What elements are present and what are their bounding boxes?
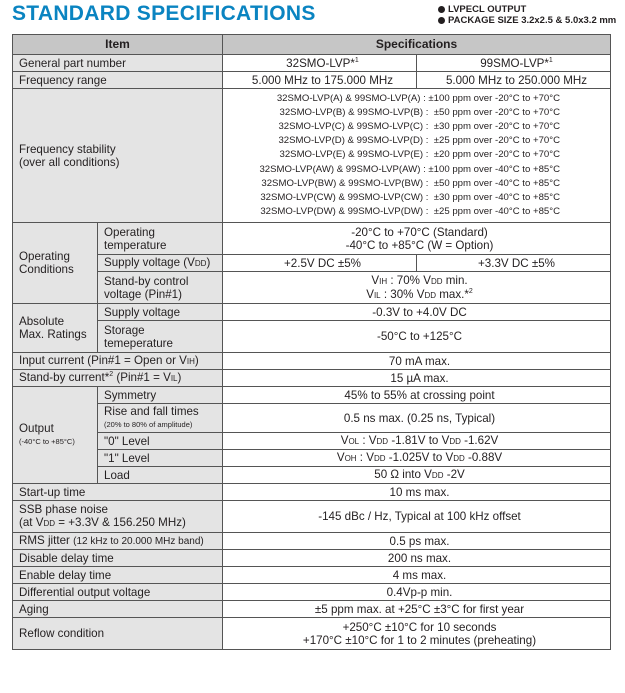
text: IL — [170, 374, 178, 383]
table-header-row — [13, 35, 611, 55]
text: IL — [373, 290, 381, 300]
text: Stand-by current* — [19, 371, 110, 384]
text: DD — [43, 519, 56, 528]
row-label — [13, 370, 223, 387]
row-value: ±5 ppm max. at +25°C ±3°C for first year — [223, 601, 611, 618]
text: IH — [186, 357, 195, 366]
table-row — [13, 321, 611, 353]
row-value: 15 µA max. — [223, 370, 611, 387]
text: -40°C to +85°C (W = Option) — [345, 238, 494, 252]
text: -2V — [443, 468, 465, 481]
row-label — [13, 501, 223, 533]
sub-label: Load — [98, 467, 223, 484]
sub-label: Symmetry — [98, 387, 223, 404]
list-item: 32SMO-LVP(C) & 99SMO-LVP(C) : ±30 ppm over -20°C to +70°C — [278, 121, 561, 133]
row-label: Frequency range — [13, 72, 223, 89]
text: -1.025V to V — [385, 451, 454, 464]
text: (20% to 80% of amplitude) — [104, 420, 193, 429]
list-item: 32SMO-LVP(DW) & 99SMO-LVP(DW) : ±25 ppm over -40°C to +85°C — [260, 205, 561, 217]
text: : 70% V — [387, 273, 431, 287]
bullet-text: PACKAGE SIZE 3.2x2.5 & 5.0x3.2 mm — [448, 15, 617, 26]
feature-bullets — [438, 4, 616, 26]
list-item: 32SMO-LVP(CW) & 99SMO-LVP(CW) : ±30 ppm over -40°C to +85°C — [260, 191, 561, 203]
text: IH — [379, 276, 388, 286]
table-row — [13, 550, 611, 567]
table-row — [13, 304, 611, 321]
text: 1 — [354, 56, 359, 64]
text: 1 — [548, 56, 553, 64]
text: min. — [442, 273, 468, 287]
text: DD — [424, 290, 437, 300]
text: ) — [194, 354, 199, 367]
text: Rise and fall times — [104, 405, 199, 418]
table-row — [13, 618, 611, 650]
text: -1.81V to V — [388, 434, 450, 447]
table-row — [13, 353, 611, 370]
text: 2 — [468, 287, 473, 295]
row-label — [13, 89, 223, 223]
text: 99SMO-LVP* — [480, 56, 549, 70]
list-item: 32SMO-LVP(E) & 99SMO-LVP(E) : ±20 ppm over -20°C to +70°C — [279, 149, 561, 161]
text: OL — [348, 437, 360, 446]
text: RMS jitter — [19, 534, 74, 547]
row-label: General part number — [13, 55, 223, 72]
text: DD — [194, 259, 207, 268]
row-value — [223, 467, 611, 484]
table-row — [13, 450, 611, 467]
sub-label — [98, 255, 223, 272]
bullet-icon — [438, 17, 445, 24]
list-item: 32SMO-LVP(B) & 99SMO-LVP(B) : ±50 ppm over -20°C to +70°C — [279, 107, 561, 119]
text: -0.88V — [464, 451, 503, 464]
row-label: Enable delay time — [13, 567, 223, 584]
row-label: Reflow condition — [13, 618, 223, 650]
sub-label — [98, 223, 223, 255]
table-row — [13, 501, 611, 533]
row-label: Disable delay time — [13, 550, 223, 567]
row-value — [417, 55, 611, 72]
bullet-item — [438, 15, 616, 26]
text: OH — [344, 454, 357, 463]
text: -20°C to +70°C (Standard) — [351, 225, 488, 239]
text: +170°C ±10°C for 1 to 2 minutes (preheating) — [302, 633, 537, 647]
list-item: 32SMO-LVP(A) & 99SMO-LVP(A) : ±100 ppm over -20°C to +70°C — [276, 93, 561, 105]
text: DD — [376, 437, 389, 446]
row-value — [223, 450, 611, 467]
label-line: (over all conditions) — [19, 155, 120, 169]
row-value: 10 ms max. — [223, 484, 611, 501]
bullet-text: LVPECL OUTPUT — [448, 4, 527, 15]
bullet-icon — [438, 6, 445, 13]
table-row — [13, 404, 611, 433]
text: Max. Ratings — [19, 328, 87, 341]
text: : 30% V — [380, 287, 425, 301]
header-item: Item — [13, 35, 223, 55]
text: ) — [206, 256, 211, 269]
row-value — [223, 55, 417, 72]
table-row — [13, 387, 611, 404]
text: ) — [177, 371, 182, 384]
text: Stand-by control — [104, 274, 189, 288]
spec-table — [12, 34, 611, 650]
page-title: STANDARD SPECIFICATIONS — [12, 2, 316, 25]
text: = +3.3V & 156.250 MHz) — [55, 516, 186, 529]
text: DD — [453, 454, 465, 463]
text: SSB phase noise — [19, 503, 108, 516]
text: DD — [449, 437, 461, 446]
text: +250°C ±10°C for 10 seconds — [342, 620, 497, 634]
sub-label: Supply voltage — [98, 304, 223, 321]
row-value: +3.3V DC ±5% — [417, 255, 611, 272]
text: DD — [431, 471, 444, 480]
group-label-absolute-max-ratings — [13, 304, 98, 353]
table-row — [13, 433, 611, 450]
text: Absolute — [19, 315, 65, 328]
row-value: -50°C to +125°C — [223, 321, 611, 353]
text: temperature — [104, 238, 167, 252]
header-specifications: Specifications — [223, 35, 611, 55]
table-row — [13, 223, 611, 255]
row-value: 45% to 55% at crossing point — [223, 387, 611, 404]
row-value — [223, 618, 611, 650]
text: (at V — [19, 516, 44, 529]
list-item: 32SMO-LVP(D) & 99SMO-LVP(D) : ±25 ppm over -20°C to +70°C — [278, 135, 561, 147]
frequency-stability-list — [223, 89, 611, 223]
text: Operating — [104, 225, 155, 239]
text: 2 — [109, 371, 114, 379]
text: Conditions — [19, 263, 74, 276]
list-item: 32SMO-LVP(BW) & 99SMO-LVP(BW) : ±50 ppm over -40°C to +85°C — [261, 177, 561, 189]
row-value: -145 dBc / Hz, Typical at 100 kHz offset — [223, 501, 611, 533]
table-row — [13, 601, 611, 618]
row-value: +2.5V DC ±5% — [223, 255, 417, 272]
table-row — [13, 55, 611, 72]
table-row — [13, 255, 611, 272]
text: DD — [373, 454, 386, 463]
row-value: 200 ns max. — [223, 550, 611, 567]
text: temeperature — [104, 336, 173, 350]
row-value: -0.3V to +4.0V DC — [223, 304, 611, 321]
row-label: Aging — [13, 601, 223, 618]
row-value: 5.000 MHz to 250.000 MHz — [417, 72, 611, 89]
text: : V — [356, 451, 374, 464]
sub-label — [98, 321, 223, 353]
sub-label — [98, 272, 223, 304]
table-row — [13, 72, 611, 89]
group-label-output — [13, 387, 98, 484]
text: Input current (Pin#1 = Open or V — [19, 354, 187, 367]
text: V — [340, 434, 349, 447]
bullet-item — [438, 4, 616, 15]
row-value — [223, 433, 611, 450]
text: V — [371, 273, 380, 287]
text: DD — [430, 276, 443, 286]
text: -1.62V — [460, 434, 499, 447]
text: (12 kHz to 20.000 MHz band) — [73, 536, 204, 547]
table-row — [13, 567, 611, 584]
table-row — [13, 89, 611, 223]
text: (-40°C to +85°C) — [19, 437, 75, 446]
row-value: 0.5 ns max. (0.25 ns, Typical) — [223, 404, 611, 433]
row-label: Differential output voltage — [13, 584, 223, 601]
row-value: 0.4Vp-p min. — [223, 584, 611, 601]
table-row — [13, 467, 611, 484]
table-row — [13, 584, 611, 601]
text: 50 Ω into V — [374, 468, 432, 481]
row-value: 5.000 MHz to 175.000 MHz — [223, 72, 417, 89]
text: Supply voltage (V — [104, 256, 195, 269]
sub-label — [98, 404, 223, 433]
table-row — [13, 370, 611, 387]
row-label: Start-up time — [13, 484, 223, 501]
row-value — [223, 223, 611, 255]
row-value: 4 ms max. — [223, 567, 611, 584]
text: voltage (Pin#1) — [104, 287, 182, 301]
group-label-operating-conditions — [13, 223, 98, 304]
row-label — [13, 533, 223, 550]
sub-label: "0" Level — [98, 433, 223, 450]
table-row — [13, 272, 611, 304]
text: : V — [359, 434, 377, 447]
row-label — [13, 353, 223, 370]
label-line: Frequency stability — [19, 142, 116, 156]
row-value — [223, 272, 611, 304]
text: Output — [19, 422, 54, 435]
text: Storage — [104, 323, 145, 337]
row-value: 70 mA max. — [223, 353, 611, 370]
text: max.* — [436, 287, 469, 301]
list-item: 32SMO-LVP(AW) & 99SMO-LVP(AW) : ±100 ppm over -40°C to +85°C — [259, 163, 561, 175]
text: V — [366, 287, 374, 301]
table-row — [13, 533, 611, 550]
text: Operating — [19, 250, 70, 263]
row-value: 0.5 ps max. — [223, 533, 611, 550]
sub-label: "1" Level — [98, 450, 223, 467]
text: 32SMO-LVP* — [286, 56, 355, 70]
text: V — [336, 451, 345, 464]
text: (Pin#1 = V — [113, 371, 171, 384]
table-row — [13, 484, 611, 501]
